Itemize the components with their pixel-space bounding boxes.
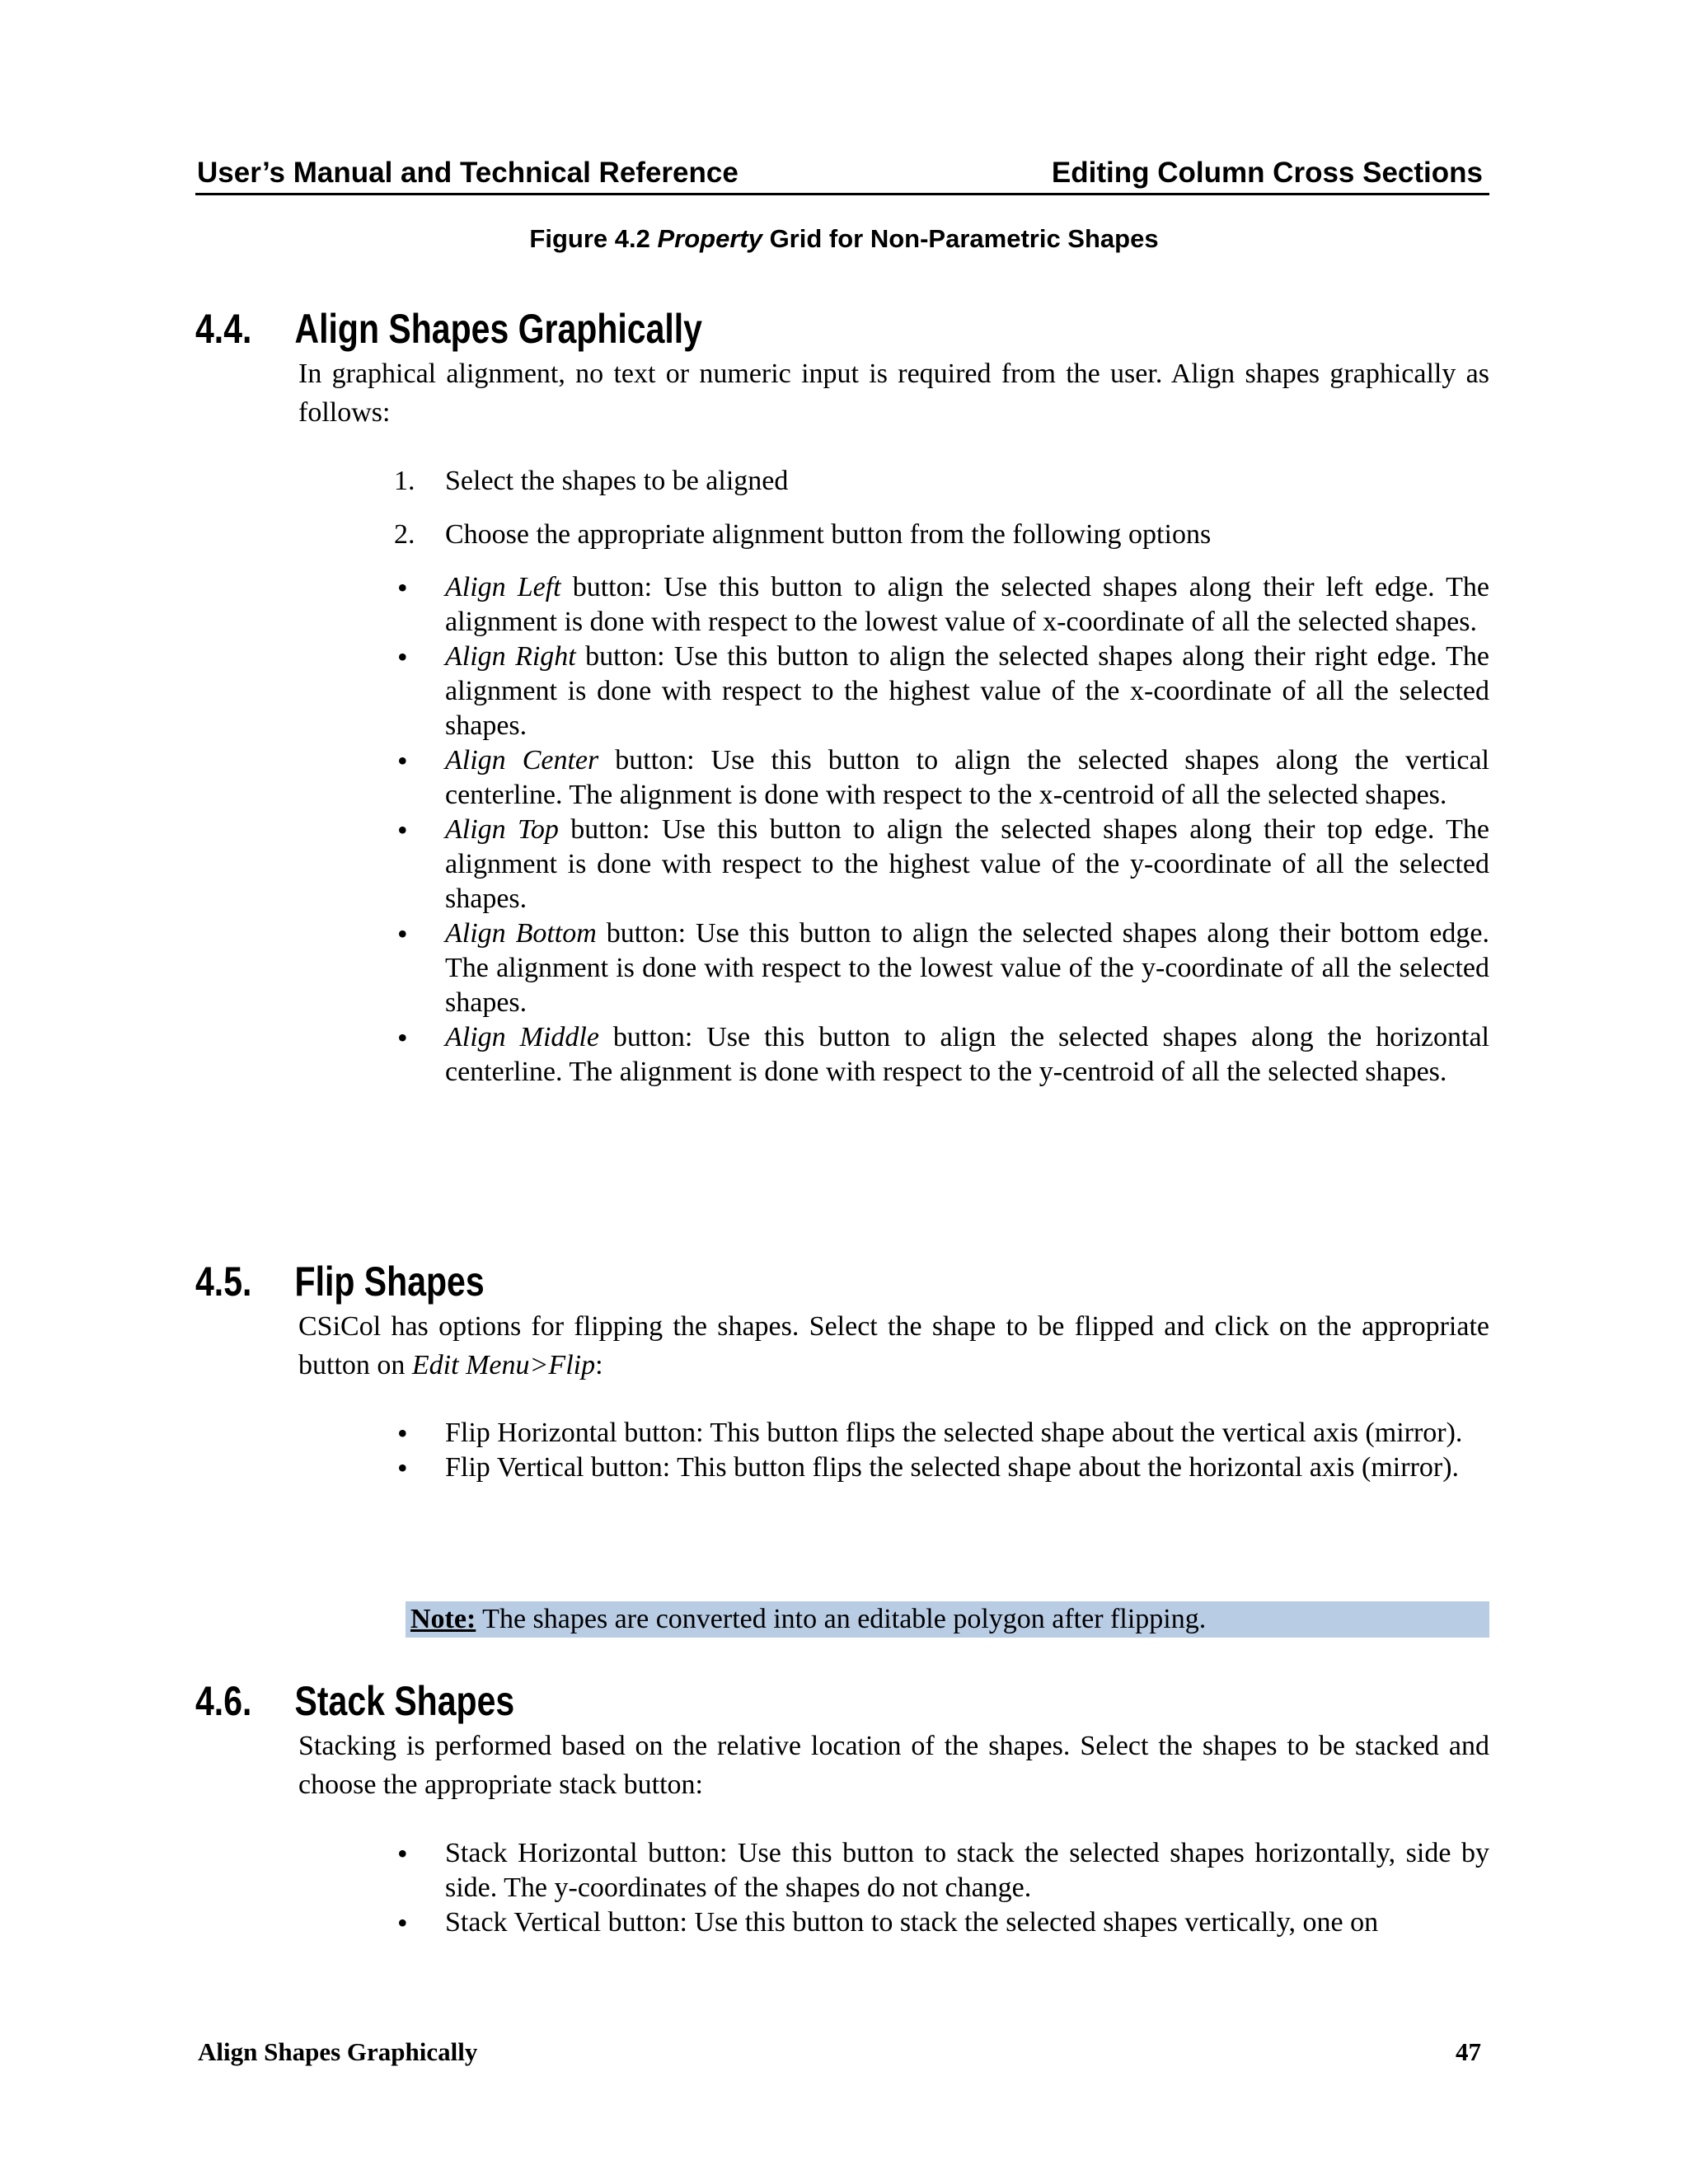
list-item: [394, 1451, 1489, 1485]
alignment-steps-list: [394, 464, 1489, 552]
section-4-5-intro: [298, 1307, 1489, 1385]
section-number: 4.6.: [195, 1678, 252, 1724]
section-heading-4-6: [195, 1677, 514, 1725]
note-box: [406, 1601, 1489, 1638]
section-4-4-intro: In graphical alignment, no text or numeric input is required from the user. Align shapes graphically as follows:: [298, 359, 1489, 428]
step-text: Select the shapes to be aligned: [445, 466, 789, 496]
step-text: Choose the appropriate alignment button from the following options: [445, 519, 1212, 550]
bullet-icon: •: [397, 1451, 408, 1484]
list-item: [394, 1905, 1489, 1940]
list-item: [394, 813, 1489, 916]
bullet-icon: •: [397, 917, 408, 950]
bullet-icon: •: [397, 1837, 408, 1870]
header-chapter-title: Editing Column Cross Sections: [1051, 157, 1483, 189]
button-name: Align Left: [445, 572, 561, 602]
button-name: Align Top: [445, 814, 559, 845]
list-item: [394, 640, 1489, 743]
stack-buttons-list: [394, 1836, 1489, 1940]
item-text: Stack Vertical button: Use this button to stack the selected shapes vertically, one on: [445, 1907, 1379, 1938]
bullet-icon: •: [397, 640, 408, 673]
intro-text: CSiCol has options for flipping the shapes. Select the shape to be flipped and click on the appropriate button on: [298, 1311, 1489, 1380]
bullet-icon: •: [397, 1417, 408, 1450]
section-4-6-intro: Stacking is performed based on the relative location of the shapes. Select the shapes to be stacked and choose the appropriate stack button:: [298, 1731, 1489, 1800]
button-description: button: Use this button to align the selected shapes along the vertical centerline. The alignment is done with respect to the x-centroid of all the selected shapes.: [445, 745, 1489, 810]
menu-path: Edit Menu>Flip: [411, 1350, 596, 1380]
flip-buttons-list: [394, 1416, 1489, 1485]
caption-prefix: Figure 4.2: [529, 224, 658, 253]
item-text: Flip Horizontal button: This button flips the selected shape about the vertical axis (mirror).: [445, 1418, 1463, 1448]
bullet-icon: •: [397, 813, 408, 846]
header-manual-title: User’s Manual and Technical Reference: [197, 157, 738, 189]
button-description: button: Use this button to align the selected shapes along their left edge. The alignment is done with respect to the lowest value of x-coordinate of all the selected shapes.: [445, 572, 1489, 637]
bullet-icon: •: [397, 1021, 408, 1054]
button-name: Align Center: [445, 745, 599, 776]
intro-end: :: [595, 1350, 603, 1380]
list-item: [394, 743, 1489, 813]
button-description: button: Use this button to align the selected shapes along their top edge. The alignment is done with respect to the highest value of the y-coordinate of all the selected shapes.: [445, 814, 1490, 914]
section-heading-4-4: [195, 305, 702, 353]
figure-caption: [0, 224, 1688, 254]
bullet-icon: •: [397, 744, 408, 777]
button-description: button: Use this button to align the selected shapes along their right edge. The alignment is done with respect to the highest value of the x-coordinate of all the selected shapes.: [445, 641, 1489, 741]
note-text: The shapes are converted into an editable polygon after flipping.: [476, 1604, 1207, 1634]
button-name: Align Bottom: [445, 918, 597, 949]
button-description: button: Use this button to align the selected shapes along the horizontal centerline. The alignment is done with respect to the y-centroid of all the selected shapes.: [445, 1022, 1489, 1087]
item-text: Stack Horizontal button: Use this button to stack the selected shapes horizontally, side by side. The y-coordinates of the shapes do not change.: [445, 1838, 1489, 1903]
note-label: Note:: [410, 1604, 476, 1634]
list-item: [394, 518, 1489, 552]
alignment-buttons-list: [394, 570, 1489, 1090]
list-item: [394, 916, 1489, 1020]
bullet-icon: •: [397, 1906, 408, 1939]
running-header: [195, 157, 1489, 195]
section-heading-4-5: [195, 1258, 485, 1305]
step-number: 1.: [394, 466, 415, 496]
caption-suffix: Grid for Non-Parametric Shapes: [762, 224, 1159, 253]
step-number: 2.: [394, 519, 415, 550]
list-item: [394, 1836, 1489, 1905]
list-item: [394, 1020, 1489, 1090]
list-item: [394, 1416, 1489, 1451]
list-item: [394, 570, 1489, 640]
section-title: Align Shapes Graphically: [294, 306, 702, 352]
caption-italic: Property: [657, 224, 762, 253]
bullet-icon: •: [397, 571, 408, 604]
item-text: Flip Vertical button: This button flips the selected shape about the horizontal axis (mirror).: [445, 1452, 1460, 1483]
page-number: 47: [1456, 2037, 1481, 2066]
section-title: Stack Shapes: [294, 1678, 515, 1724]
list-item: [394, 464, 1489, 499]
section-number: 4.4.: [195, 306, 252, 352]
button-name: Align Middle: [445, 1022, 599, 1052]
button-name: Align Right: [445, 641, 576, 672]
section-number: 4.5.: [195, 1258, 252, 1305]
footer-section-title: Align Shapes Graphically: [198, 2037, 478, 2066]
section-title: Flip Shapes: [294, 1258, 485, 1305]
button-description: button: Use this button to align the selected shapes along their bottom edge. The alignment is done with respect to the lowest value of the y-coordinate of all the selected shapes.: [445, 918, 1489, 1018]
